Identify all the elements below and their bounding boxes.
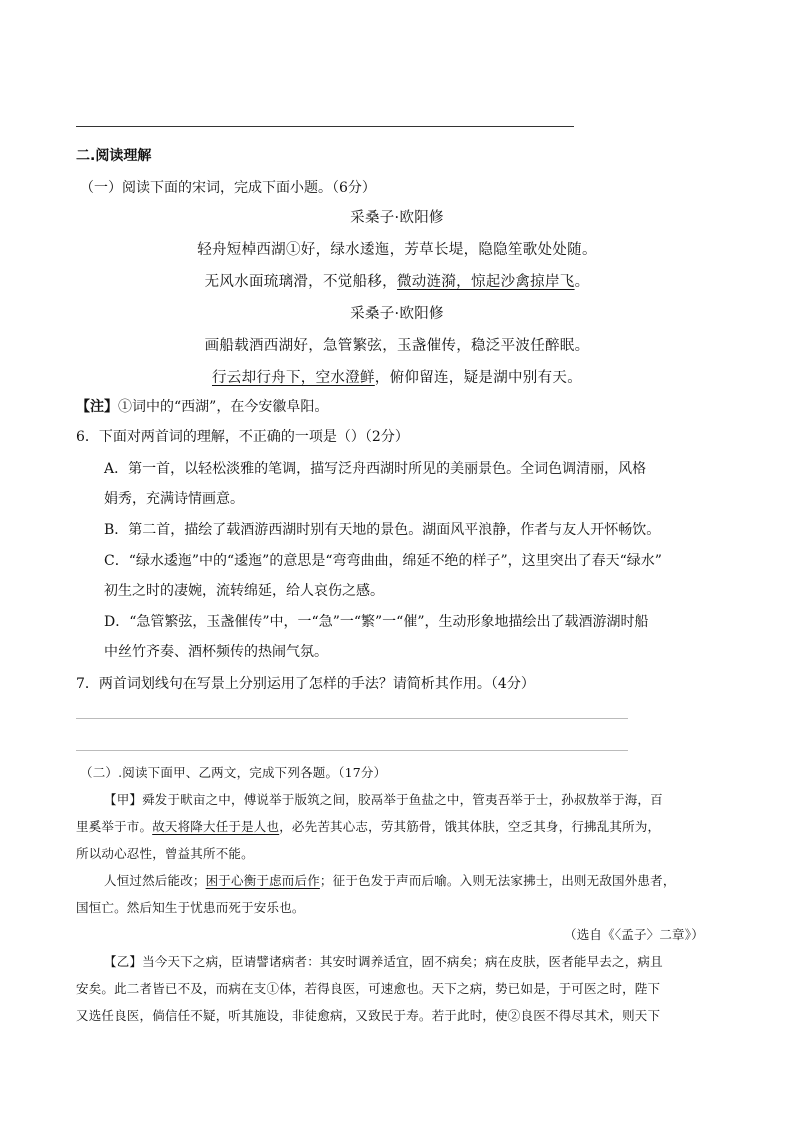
q6-option-c-line2: 初生之时的凄婉，流转绵延，给人哀伤之感。 — [104, 583, 384, 599]
poem1-line2 — [0, 270, 794, 291]
note-label: 【注】 — [76, 399, 118, 415]
poem1-title: 采桑子·欧阳修 — [350, 210, 444, 226]
jia-line3: 所以动心忍性，曾益其所不能。 — [76, 846, 254, 861]
poem2-title: 采桑子·欧阳修 — [350, 306, 444, 322]
jia-p2-line2: 国恒亡。然后知生于忧患而死于安乐也。 — [76, 900, 305, 915]
yi-line2: 安矣。此二者皆已不及，而病在支①体，若得良医，可速愈也。天下之病，势已如是，于可医之时，陛下 — [76, 981, 661, 996]
q6-option-b: B．第二首，描绘了载酒游西湖时别有天地的景色。湖面风平浪静，作者与友人开怀畅饮。 — [104, 522, 661, 538]
q6-stem: 6．下面对两首词的理解，不正确的一项是（）（2分） — [76, 429, 409, 445]
jia-p2-line1 — [104, 871, 676, 889]
part2-intro: （二）.阅读下面甲、乙两文，完成下列各题。（17分） — [80, 765, 387, 780]
poem2-line2 — [0, 366, 794, 387]
poem2-line2-text: ，俯仰留连，疑是湖中别有天。 — [374, 370, 582, 386]
note — [76, 396, 328, 416]
yi-line1: 【乙】当今天下之病，臣请譬诸病者：其安时调养适宜，固不病矣；病在皮肤，医者能早去之，病且 — [104, 954, 663, 969]
top-rule — [76, 126, 574, 127]
part1-intro: （一）阅读下面的宋词，完成下面小题。（6分） — [80, 180, 376, 196]
answer-line-1 — [76, 718, 628, 719]
answer-line-2 — [76, 750, 628, 751]
jia-line2 — [76, 817, 660, 835]
poem1-underlined-line: 微动涟漪，惊起沙禽掠岸飞 — [396, 274, 575, 290]
q6-option-a-line2: 娟秀，充满诗情画意。 — [104, 491, 244, 507]
jia-p2-underlined: 困于心衡于虑而后作 — [205, 873, 320, 888]
yi-line3: 又选任良医，倘信任不疑，听其施设，非徒愈病，又致民于寿。若于此时，使②良医不得尽其术，则天下 — [76, 1008, 661, 1023]
q6-option-a-line1: A．第一首，以轻松淡雅的笔调，描写泛舟西湖时所见的美丽景色。全词色调清丽，风格 — [104, 461, 647, 477]
q6-option-d-line1: D．“急管繁弦，玉盏催传”中，一“急”一“繁”一“催”，生动形象地描绘出了载酒游湖时船 — [104, 614, 649, 630]
jia-underlined-sentence: 故天将降大任于是人也 — [152, 819, 280, 834]
poem1-line1: 轻舟短棹西湖①好，绿水逶迤，芳草长堤，隐隐笙歌处处随。 — [197, 242, 597, 258]
section-title: 二.阅读理解 — [76, 148, 152, 164]
poem1-line2-end: 。 — [574, 274, 590, 290]
jia-line2-pre: 里奚举于市。 — [76, 819, 153, 834]
poem1-line2-text: 无风水面琉璃滑，不觉船移， — [204, 274, 397, 290]
poem2-underlined-line: 行云却行舟下，空水澄鲜 — [211, 370, 375, 386]
jia-source: （选自《〈孟子〉二章》） — [564, 927, 704, 942]
poem2-line1: 画船载酒西湖好，急管繁弦，玉盏催传，稳泛平波任醉眠。 — [204, 338, 590, 354]
jia-line2-post: ，必先苦其心志，劳其筋骨，饿其体肤，空乏其身，行拂乱其所为， — [279, 819, 661, 834]
note-text: ①词中的“西湖”，在今安徽阜阳。 — [118, 399, 329, 415]
jia-p2-post: ；征于色发于声而后喻。入则无法家拂士，出则无敌国外患者， — [319, 873, 676, 888]
q6-option-d-line2: 中丝竹齐奏、酒杯频传的热闹气氛。 — [104, 644, 328, 660]
jia-line1: 【甲】舜发于畎亩之中，傅说举于版筑之间，胶鬲举于鱼盐之中，管夷吾举于士，孙叔敖举于海，百 — [104, 792, 663, 807]
q7-stem: 7．两首词划线句在写景上分别运用了怎样的手法？请简析其作用。（4分） — [76, 676, 535, 692]
q6-option-c-line1: C．“绿水逶迤”中的“逶迤”的意思是“弯弯曲曲，绵延不绝的样子”，这里突出了春天“绿水” — [104, 553, 662, 569]
jia-p2-pre: 人恒过然后能改； — [104, 873, 206, 888]
